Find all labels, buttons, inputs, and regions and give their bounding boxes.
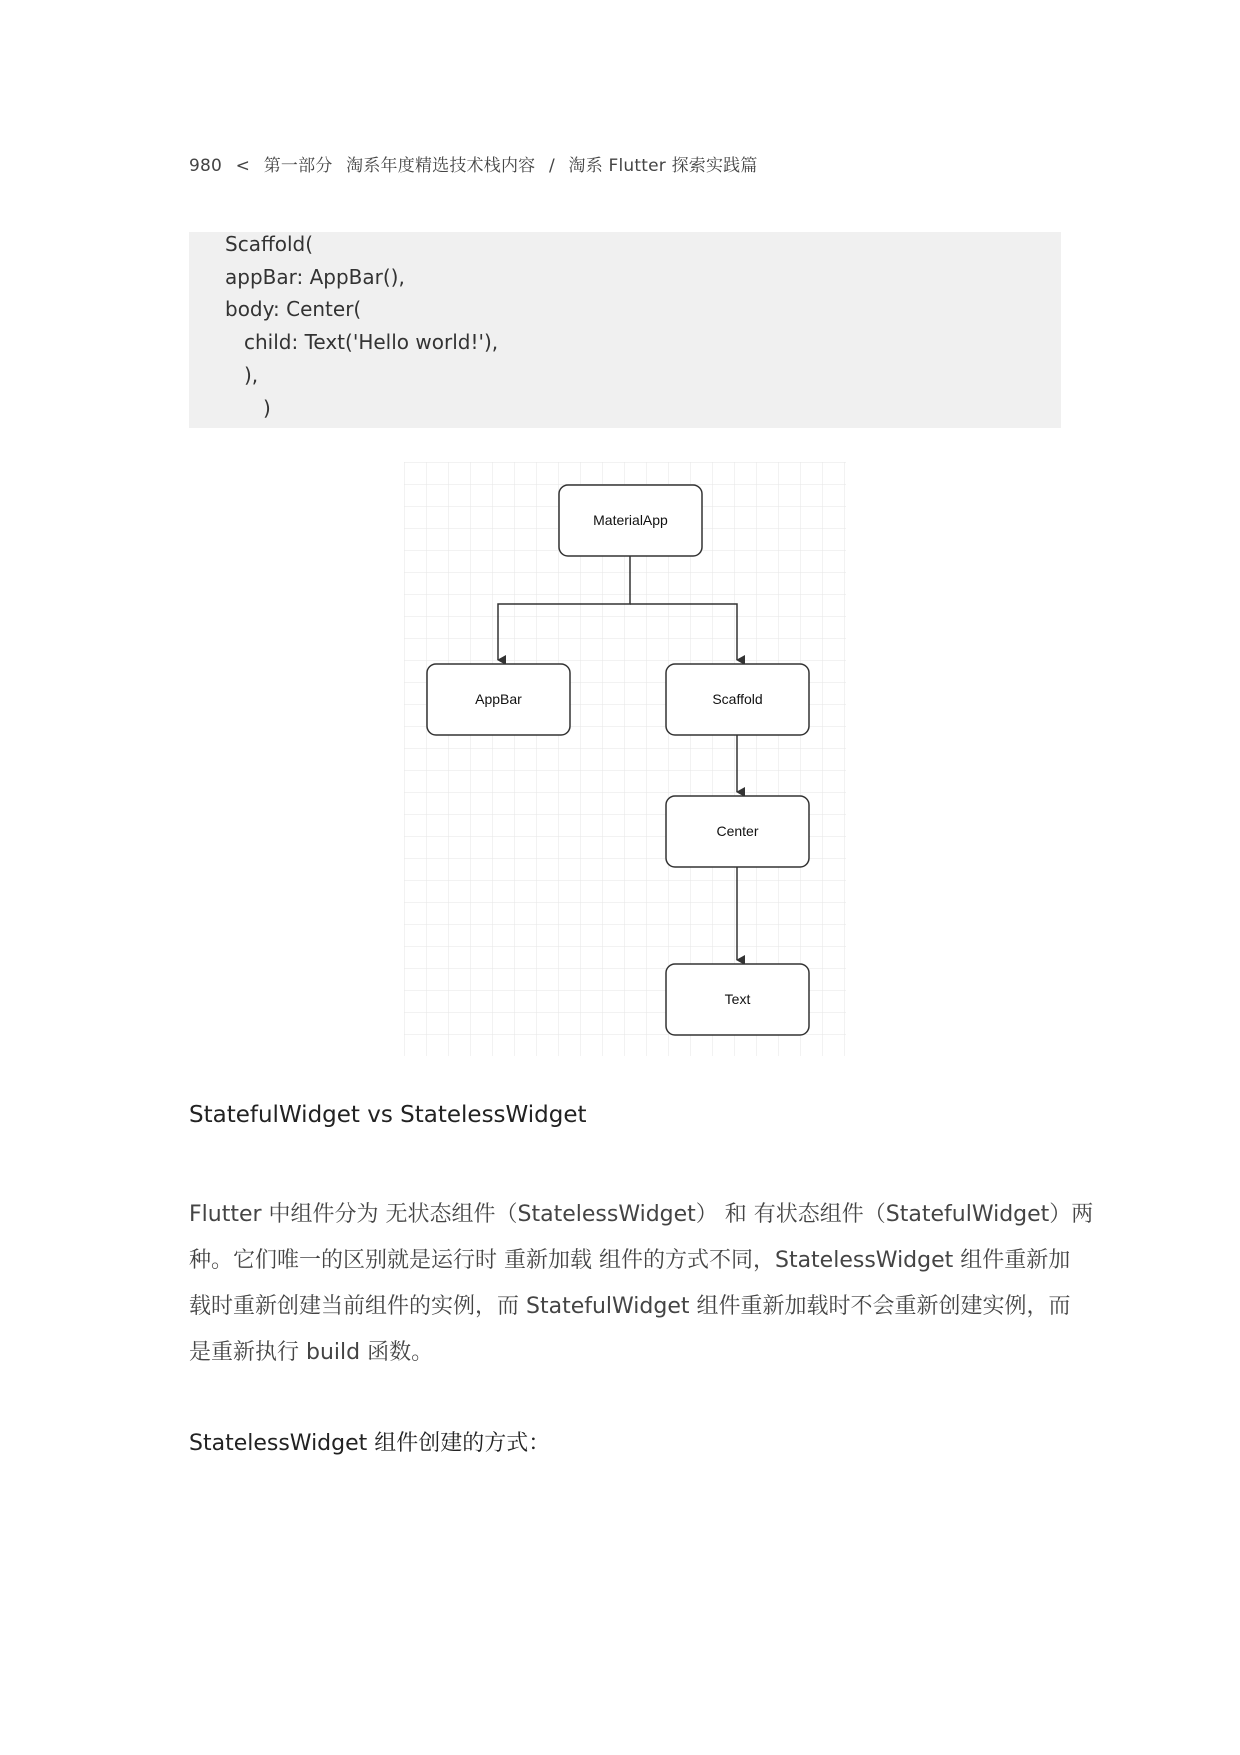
header-section: 淘系年度精选技术栈内容	[346, 156, 536, 176]
page-header	[189, 151, 766, 176]
paragraph-line: 是重新执行 build 函数。	[189, 1340, 434, 1365]
header-part: 第一部分	[263, 156, 333, 176]
code-line: Scaffold(	[225, 232, 314, 256]
paragraph-line: 载时重新创建当前组件的实例，而 StatefulWidget 组件重新加载时不会重新创建实例，而	[189, 1294, 1071, 1319]
node-scaffold	[666, 664, 809, 735]
node-center-label: Center	[716, 823, 759, 839]
code-line: )	[263, 396, 271, 420]
body-paragraph	[189, 1192, 1094, 1376]
code-block	[189, 232, 1061, 428]
paragraph-line: Flutter 中组件分为 无状态组件（StatelessWidget） 和 有状态组件（StatefulWidget）两	[189, 1202, 1094, 1227]
code-line: child: Text('Hello world!'),	[244, 330, 499, 354]
node-scaffold-label: Scaffold	[712, 691, 763, 707]
node-appbar-label: AppBar	[475, 691, 522, 707]
node-materialapp	[559, 485, 702, 556]
node-center	[666, 796, 809, 867]
header-slash: /	[548, 156, 555, 176]
widget-tree-svg	[404, 462, 846, 1056]
section-heading: StatefulWidget vs StatelessWidget	[189, 1102, 587, 1128]
paragraph-line: 种。它们唯一的区别就是运行时 重新加载 组件的方式不同，StatelessWidget 组件重新加	[189, 1248, 1071, 1273]
code-line: body: Center(	[225, 297, 362, 321]
code-line: ),	[244, 363, 259, 387]
sub-heading: StatelessWidget 组件创建的方式：	[189, 1431, 551, 1456]
node-text	[666, 964, 809, 1035]
widget-tree-diagram	[404, 462, 846, 1056]
node-appbar	[427, 664, 570, 735]
code-line: appBar: AppBar(),	[225, 265, 405, 289]
header-chapter: 淘系 Flutter 探索实践篇	[568, 156, 758, 176]
page-number: 980	[189, 156, 223, 176]
node-text-label: Text	[724, 991, 751, 1007]
header-separator: <	[235, 156, 251, 176]
node-materialapp-label: MaterialApp	[593, 512, 668, 528]
